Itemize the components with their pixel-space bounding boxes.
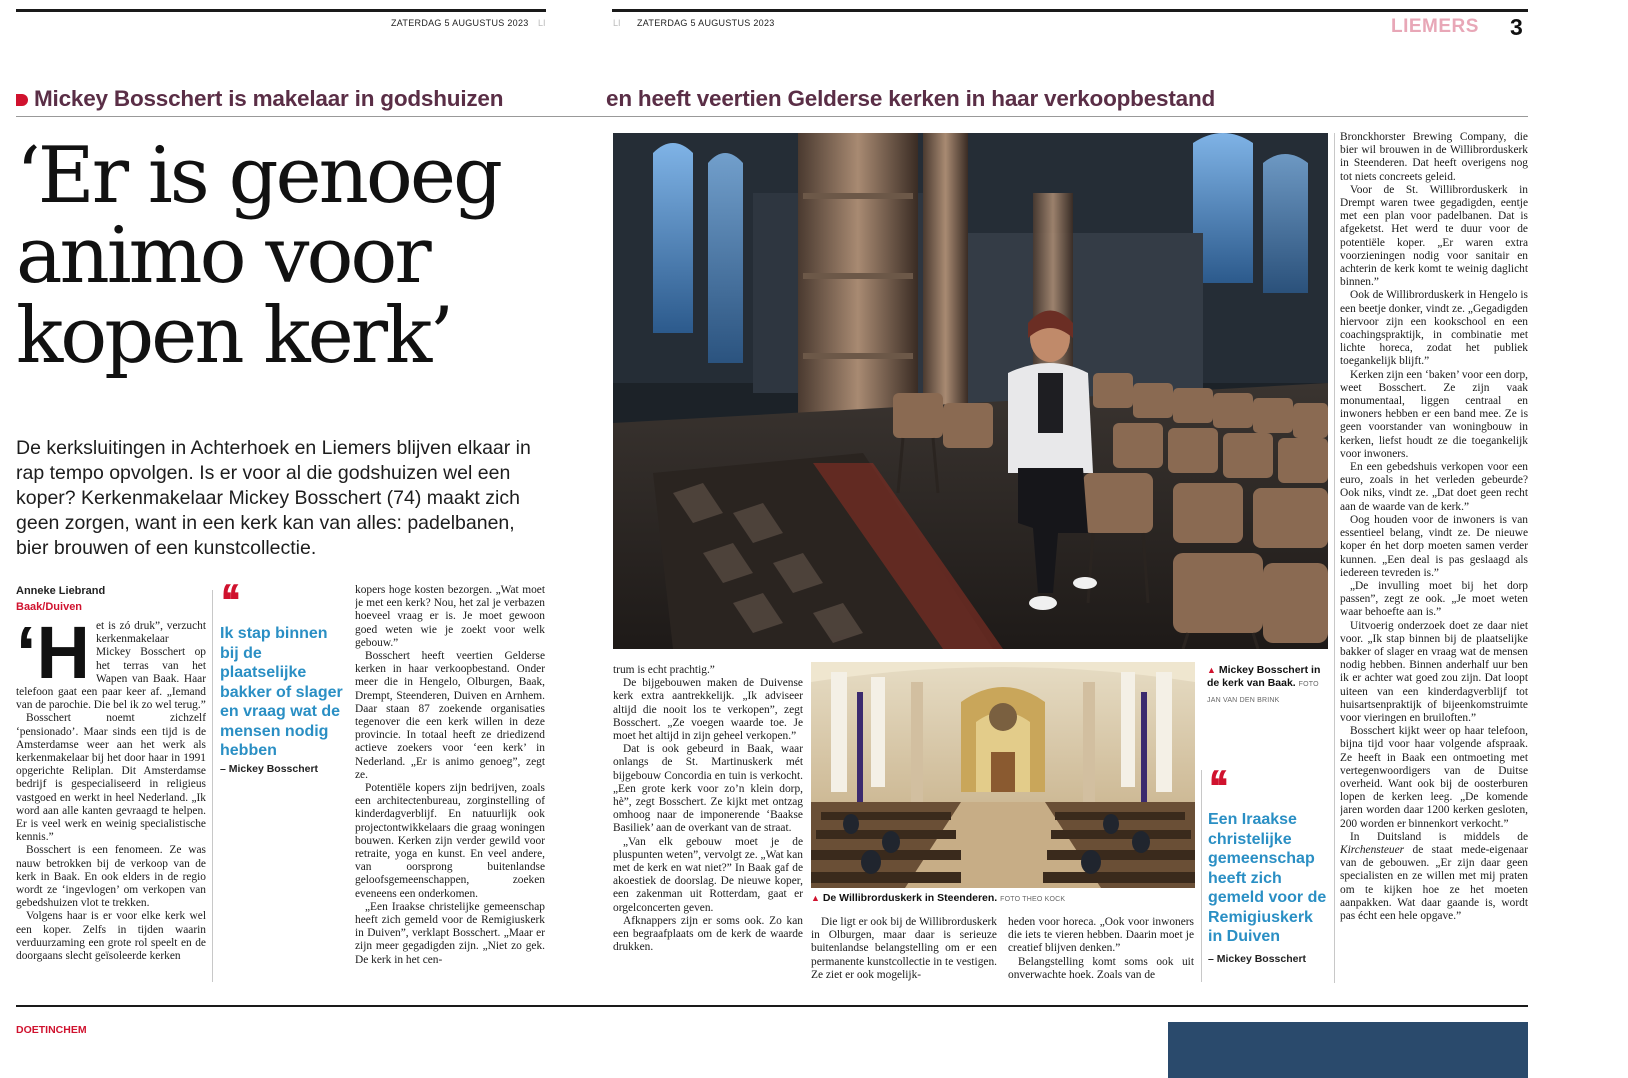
- kicker-rule: [16, 116, 1528, 117]
- small-photo-caption: [811, 892, 1195, 906]
- top-rule-right: [612, 9, 1528, 12]
- byline-author: Anneke Liebrand: [16, 585, 106, 597]
- pull-quote-author: – Mickey Bosschert: [1208, 952, 1307, 965]
- li-left: LI: [538, 18, 546, 28]
- footer-photo: [1168, 1022, 1528, 1078]
- caption-triangle-icon: ▲: [811, 893, 820, 903]
- paragraph: Potentiële kopers zijn bedrijven, zoals een architectenbureau, zorginstelling of kinderdagverblijf. En natuurlijk ook projectontwikkelaars die graag woningen bouwen. Kerken zijn verder gewild voor retraite, yoga en kunst. En veel andere, van oorsprong buitenlandse geloofsgemeenschappen, zoeken eveneens een onderkomen.: [355, 782, 545, 900]
- article-column-5: [811, 916, 997, 986]
- headline-line-2: animo voor: [16, 211, 429, 301]
- main-photo-credit-prefix: FOTO: [1298, 681, 1319, 688]
- paragraph: De bijgebouwen maken de Duivense kerk extra aantrekkelijk. „Ik adviseer altijd die nooit los te verkopen”, zegt Bosschert. „Ze voegen waarde toe. Je moet het altijd in zijn geheel verkopen.”: [613, 677, 803, 743]
- paragraph: Volgens haar is er voor elke kerk wel een koper. Zelfs in tijden waarin verduurzaming een grote rol speelt en de doorgaans slecht geïsoleerde kerken: [16, 910, 206, 963]
- date-left: ZATERDAG 5 AUGUSTUS 2023: [391, 18, 529, 28]
- paragraph: Bosschert noemt zichzelf ‘pensionado’. Maar sinds een tijd is de Amsterdamse weer aan het werk als kerkenmakelaar bij het door haar in 1991 opgerichte Reliplan. Dit Amsterdamse bedrijf is gespecialiseerd in religieus vastgoed en werkt in heel Nederland. „Ik word aan alle kanten gevraagd te helpen. Er is veel werk en weinig specialistische kennis.”: [16, 712, 206, 844]
- paragraph: kopers hoge kosten bezorgen. „Wat moet je met een kerk? Nou, het zal je verbazen hoeveel vraag er is. Je moet gewoon goed weten wie je zoekt voor welk gebouw.”: [355, 584, 545, 649]
- paragraph: heden voor horeca. „Ook voor inwoners die iets te vieren hebben. Daarin moet je creatief blijven denken.”: [1008, 916, 1194, 955]
- article-column-1: [16, 620, 206, 984]
- main-photo: [613, 133, 1328, 649]
- paragraph: Dat is ook gebeurd in Baak, waar onlangs de St. Martinuskerk mét bijgebouw Concordia en tuin is verkocht. „Een grote kerk voor zo’n klein dorp, hè”, zegt Bosschert. Ze kijkt met ontzag omhoog naar de imponerende ‘Baakse Basiliek’ aan de overkant van de straat.: [613, 743, 803, 835]
- column-divider: [1334, 133, 1335, 983]
- paragraph: Ook de Willibrorduskerk in Hengelo is een beetje donker, vindt ze. „Gegadigden hiervoor zijn een kookschool en een coachingspraktijk, in combinatie met lichte horeca, zodat het publiek toegankelijk blijft.”: [1340, 289, 1528, 368]
- paragraph: „De invulling moet bij het dorp passen”, zegt ze ook. „Je moet weten waar behoefte aan is.”: [1340, 579, 1528, 619]
- li-right: LI: [613, 18, 621, 28]
- pull-quote-1: [220, 574, 344, 775]
- article-column-right: [1340, 131, 1528, 987]
- pull-quote-2: [1208, 760, 1330, 965]
- headline-line-3: kopen kerk’: [16, 291, 452, 381]
- paragraph: [1340, 831, 1528, 923]
- quote-mark-icon: ‘‘: [1208, 760, 1225, 818]
- paragraph: Voor de St. Willibrorduskerk in Drempt waren twee gegadigden, eentje met een plan voor padelbanen. Dat is afgeketst. Het werd te duur voor de potentiële koper. „Er waren extra voorzieningen nodig voor sanitair en achterin de kerk komt te weinig daglicht binnen.”: [1340, 183, 1528, 289]
- small-photo: [811, 662, 1195, 888]
- pull-quote-author: – Mickey Bosschert: [220, 762, 319, 775]
- paragraph: Belangstelling komt soms ook uit onverwachte hoek. Zoals van de: [1008, 955, 1194, 981]
- paragraph: „Een Iraakse christelijke gemeenschap heeft zich gemeld voor de Remigiuskerk in Duiven”, verklapt Bosschert. „Maar er zijn meer gegadigden zijn. „Niet zo gek. De kerk in het cen-: [355, 900, 545, 966]
- pull-quote-text: Ik stap binnen bij de plaatselijke bakker of slager en vraag wat de mensen nodig hebben: [220, 625, 343, 759]
- pull-quote-text: Een Iraakse christelijke gemeenschap heeft zich gemeld voor de Remigiuskerk in Duiven: [1208, 811, 1327, 945]
- paragraph-term: Kirchensteuer: [1340, 843, 1405, 856]
- paragraph: Bosschert kijkt weer op haar telefoon, bijna tijd voor haar volgende afspraak. Ze heeft in Baak een ontmoeting met vertegenwoordigers van de Duitse overheid. Want ook bij de oosterburen lopen de kerken leeg. „De komende jaren worden daar 1200 kerken gesloten, 200 worden er binnenkort verkocht.”: [1340, 725, 1528, 830]
- main-photo-caption: [1207, 664, 1331, 707]
- article-column-4: [613, 664, 803, 984]
- intro-text: De kerksluitingen in Achterhoek en Liemers blijven elkaar in rap tempo opvolgen. Is er voor al die godshuizen wel een koper? Kerkenmakelaar Mickey Bosschert (74) maakt zich geen zorgen, want in een kerk kan van alles: padelbanen, bier brouwen of een kunstcollectie.: [16, 437, 531, 559]
- paragraph: Uitvoerig onderzoek doet ze daar niet voor. „Ik stap binnen bij de plaatselijke bakker of slager en vraag wat de mensen nodig hebben. Binnen anderhalf uur ben ik er achter wat goed zou zijn. Dat loopt uiteen van een kinderdagverblijf tot huisartsenpraktijk of bijeenkomstruimte voor vieringen en bruiloften.”: [1340, 619, 1528, 724]
- kicker-left: [16, 86, 503, 112]
- paragraph: trum is echt prachtig.”: [613, 664, 715, 676]
- paragraph: et is zó druk”, verzucht kerkenmakelaar Mickey Bosschert op het terras van het Wapen van Baak. Haar telefoon gaat een paar keer af. „Iemand van de parochie. Die bel ik zo wel terug.”: [16, 620, 206, 712]
- paragraph: Bosschert heeft veertien Gelderse kerken in haar verkoopbestand. Onder meer die in Hengelo, Olburgen, Baak, Drempt, Steenderen, Duiven en Arnhem. Daar staan 87 zoekende organisaties tegenover die een kerk willen in deze provincie. In totaal heeft ze driedizend actieve zoekers voor ‘een kerk’ in Nederland. „Er is animo genoeg”, zegt ze.: [355, 650, 545, 781]
- footer-label: DOETINCHEM: [16, 1024, 87, 1036]
- paragraph: Die ligt er ook bij de Willibrorduskerk in Olburgen, maar daar is serieuze buitenlandse belangstelling om er een permanente kunstcollectie in te vestigen. Ze ziet er ook mogelijk-: [811, 916, 997, 981]
- column-divider: [1201, 770, 1202, 982]
- headline: [16, 131, 576, 381]
- paragraph: Kerken zijn een ‘baken’ voor een dorp, weet Bosschert. Ze zijn vaak monumentaal, liggen centraal en inwoners hebben er een band mee. Ze is geen voorstander van woningbouw in kerken, liefst houdt ze die toegankelijk voor inwoners.: [1340, 368, 1528, 460]
- main-photo-credit: JAN VAN DEN BRINK: [1207, 697, 1280, 704]
- column-divider: [212, 590, 213, 982]
- small-photo-caption-text: De Willibrorduskerk in Steenderen.: [822, 892, 998, 904]
- top-rule-left: [16, 9, 546, 12]
- dropcap: ‘H: [16, 620, 90, 694]
- date-right: ZATERDAG 5 AUGUSTUS 2023: [637, 18, 775, 28]
- small-photo-credit: FOTO THEO KOCK: [1000, 896, 1066, 903]
- headline-line-1: ‘Er is genoeg: [16, 131, 500, 221]
- paragraph: „Van elk gebouw moet je de pluspunten weten”, vervolgt ze. „Wat kan met de kerk en wat niet?” In Baak gaf de akoestiek de doorslag. De nieuwe koper, een zakenman uit Rotterdam, gaat er orgelconcerten geven.: [613, 835, 803, 914]
- main-photo-caption-text: Mickey Bosschert in de kerk van Baak.: [1207, 664, 1321, 689]
- byline-place: Baak/Duiven: [16, 601, 83, 613]
- kicker-right: en heeft veertien Gelderse kerken in haar verkoopbestand: [606, 86, 1216, 111]
- article-column-3: [355, 584, 545, 984]
- paragraph: Bosschert is een fenomeen. Ze was nauw betrokken bij de verkoop van de kerk in Baak. En ook elders in de regio wordt ze ‘ingevlogen’ om verkopen van gebedshuizen vlot te trekken.: [16, 844, 206, 910]
- paragraph: Oog houden voor de inwoners is van essentieel belang, vindt ze. De nieuwe koper én het dorp moeten samen verder kunnen. „Een deal is pas geslaagd als iedereen tevreden is.”: [1340, 513, 1528, 579]
- paragraph: Afknappers zijn er soms ook. Zo kan een begraafplaats om de kerk de waarde drukken.: [613, 914, 803, 954]
- bottom-rule: [16, 1005, 1528, 1007]
- paragraph: En een gebedshuis verkopen voor een euro, zoals in het verleden gebeurde? Ook niks, vindt ze. „Dat doet geen recht aan de waarde van de kerk.”: [1340, 461, 1528, 513]
- quote-mark-icon: ‘‘: [220, 574, 237, 632]
- church-nave-photo: [811, 662, 1195, 888]
- page-number: 3: [1510, 14, 1523, 40]
- section-name: LIEMERS: [1391, 16, 1479, 37]
- paragraph: Bronckhorster Brewing Company, die bier wil brouwen in de Willibrorduskerk in Steenderen. Dat heeft overigens nog tot niets concreets geleid.: [1340, 131, 1528, 183]
- kicker-left-text: Mickey Bosschert is makelaar in godshuizen: [34, 86, 504, 111]
- caption-triangle-icon: ▲: [1207, 665, 1216, 675]
- kicker-marker-icon: [16, 94, 28, 106]
- church-interior-photo: [613, 133, 1328, 649]
- paragraph-text: de staat mede-eigenaar van de gebouwen. „Er zijn daar geen specialisten en ze willen met mij praten om te kijken hoe ze het moeten aanpakken. Wat daar gaande is, wordt pas écht een hele opgave.”: [1340, 843, 1528, 922]
- paragraph-text: In Duitsland is middels de: [1350, 830, 1528, 843]
- article-column-6: [1008, 916, 1194, 986]
